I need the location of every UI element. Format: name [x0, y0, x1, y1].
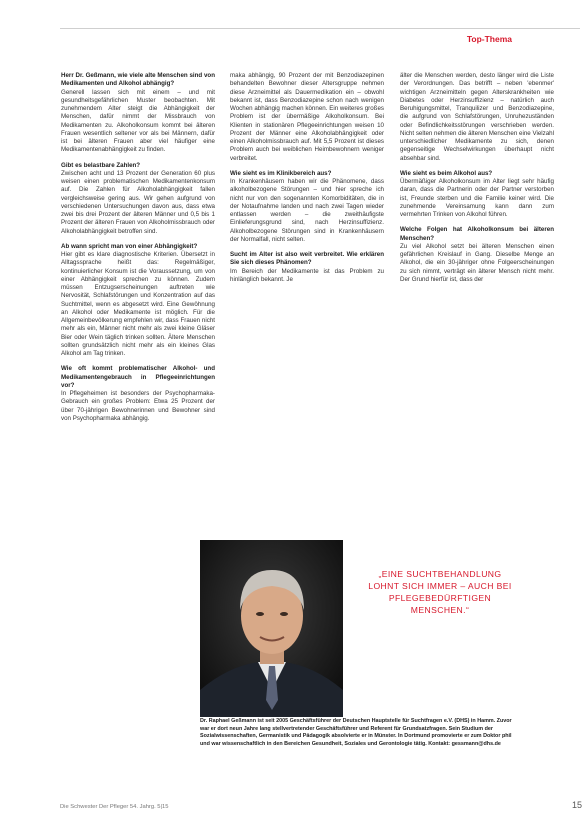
qa-block	[400, 170, 554, 220]
portrait-photo	[200, 540, 343, 717]
header-rule	[60, 28, 580, 29]
page-number: 15	[572, 800, 583, 810]
column-1	[61, 72, 215, 430]
pull-quote: „EINE SUCHTBEHANDLUNG LOHNT SICH IMMER – AUCH BEI PFLEGEBEDÜRFTIGEN MENSCHEN.“	[368, 569, 512, 615]
question: Wie sieht es beim Alkohol aus?	[400, 169, 493, 177]
answer: Generell lassen sich mit einem – und mit gesundheitsgefährlichen Muster beobachten. Mit zunehmendem Alter steigt die Abhängigkeit der Menschen, dafür nimmt der Missbrauch von Medikamenten zu. Alkoholkonsum kommt bei älteren Frauen wesentlich seltener vor als bei Männern, dafür ist bei älteren Frauen aber viel häufiger eine Medikamentenabhängigkeit zu finden.	[61, 88, 215, 154]
question: Wie oft kommt problematischer Alkohol- und Medikamentengebrauch in Pflegeeinrichtungen vor?	[61, 365, 215, 389]
qa-block	[61, 365, 215, 423]
question: Herr Dr. Geßmann, wie viele alte Menschen sind von Medikamenten und Alkohol abhängig?	[61, 72, 215, 88]
qa-block	[61, 243, 215, 359]
answer: In Pflegeheimen ist besonders der Psychopharmaka-Gebrauch ein großes Problem: Etwa 25 Prozent der über 70-jährigen Bewohnerinnen und Bewohner sind von Psychopharmaka abhängig.	[61, 390, 215, 422]
question: Wie sieht es im Klinikbereich aus?	[230, 169, 332, 177]
qa-block	[230, 72, 384, 163]
answer: maka abhängig, 90 Prozent der mit Benzodiazepinen behandelten Bewohner dieser Altersgruppe nehmen diese Arzneimittel als Dauermedikation ein – obwohl bekannt ist, dass Benzodiazepine schon nach wenigen Wochen abhängig machen können. Ein weiteres großes Problem ist der übermäßige Alkoholkonsum. Bei Klienten in stationären Pflegeeinrichtungen weisen 10 Prozent der Männer eine Alkoholabhängigkeit oder einen Alkoholmissbrauch auf. Mit 5,5 Prozent ist dieses Problem auch bei weiblichen Heimbewohnern weniger verbreitet.	[230, 72, 384, 162]
answer: älter die Menschen werden, desto länger wird die Liste der Verordnungen. Das betrifft – neben 'ebenmer' wichtigen Arzneimitteln gegen Alterskrankheiten wie Diabetes oder Herzinsuffizienz – natürlich auch Beruhigungsmittel, Tranquilizer und Benzodiazepine, die aufgrund von Schlafstörungen, Unruhezuständen oder Befindlichkeitsstörungen verschrieben werden. Nicht selten nehmen die älteren Menschen eine Vielzahl unterschiedlicher Medikamente zu sich, denen gegenseitige Wechselwirkungen überhaupt nicht absehbar sind.	[400, 72, 554, 162]
answer: Zu viel Alkohol setzt bei älteren Menschen einen gefährlichen Kreislauf in Gang. Dieselbe Menge an Alkohol, die ein 30-jähriger ohne Folgeerscheinungen zu sich nimmt, verträgt ein älterer Mensch nicht mehr. Der Grund hierfür ist, dass der	[400, 242, 554, 283]
footer-text: Die Schwester Der Pfleger 54. Jahrg. 5|15	[60, 804, 169, 810]
column-2	[230, 72, 384, 291]
photo-caption: Dr. Raphael Geßmann ist seit 2005 Geschäftsführer der Deutschen Hauptstelle für Suchtfragen e.V. (DHS) in Hamm. Zuvor war er dort neun Jahre lang stellvertretender Geschäftsführer und Referent für Grundsatzfragen. Sein Studium der Sozialwissenschaften, Germanistik und Pädagogik absolvierte er in Münster. In Dortmund promovierte er zum Doktor phil und war wissenschaftlich in den Bereichen Gesundheit, Soziales und Gerontologie tätig. Kontakt: gessmann@dhs.de	[200, 718, 512, 747]
qa-block	[400, 226, 554, 284]
question: Welche Folgen hat Alkoholkonsum bei älteren Menschen?	[400, 226, 554, 242]
answer: Im Bereich der Medikamente ist das Problem zu hinlänglich bekannt. Je	[230, 267, 384, 283]
answer: Hier gibt es klare diagnostische Kriterien. Übersetzt in Alltagssprache heißt das: Regelmäßiger, kontinuierlicher Konsum ist die Voraussetzung, um von einer Abhängigkeit sprechen zu können. Zudem müssen Entzugserscheinungen auftreten wie Nervosität, Schlafstörungen und Konzentration auf das Suchtmittel, wenn es abgesetzt wird. Eine Gewöhnung an Alkohol oder Medikamente ist möglich. Für die Allgemeinbevölkerung empfehlen wir, dass Frauen nicht mehr als ein, Männer nicht mehr als zwei kleine Gläser Bier oder Wein täglich trinken sollten. Ältere Menschen sollten grundsätzlich nicht mehr als ein kleines Glas Alkohol am Tag trinken.	[61, 251, 215, 357]
answer: In Krankenhäusern haben wir die Phänomene, dass alkoholbezogene Störungen – und hier spreche ich nicht nur von den sogenannten Komorbiditäten, die in der Notaufnahme landen und nach zwei Tagen wieder entlassen werden – die zweithäufigste Einlieferungsgrund sind, nach Herzinsuffizienz. Alkoholbezogene Störungen sind in Krankenhäusern der Normalfall, nicht selten.	[230, 178, 384, 243]
question: Ab wann spricht man von einer Abhängigkeit?	[61, 242, 198, 250]
qa-block	[230, 170, 384, 244]
column-3	[400, 72, 554, 291]
qa-block	[230, 251, 384, 284]
answer: Zwischen acht und 13 Prozent der Generation 60 plus weisen einen problematischen Medikamentenkonsum auf. Die Zahlen für Alkoholabhängigkeit fallen vergleichsweise gering aus. Wir gehen aufgrund von verschiedenen Untersuchungen davon aus, dass etwa zwei bis drei Prozent der älteren Männer und 0,5 bis 1 Prozent der älteren Frauen von Alkoholmissbrauch oder Alkoholabhängigkeit betroffen sind.	[61, 169, 215, 235]
qa-block	[61, 162, 215, 236]
qa-block	[61, 72, 215, 155]
question: Gibt es belastbare Zahlen?	[61, 161, 141, 169]
qa-block	[400, 72, 554, 163]
answer: Übermäßiger Alkoholkonsum im Alter liegt sehr häufig daran, dass die Partnerin oder der Partner verstorben ist, Freunde sterben und die Familie keiner wird. Die zunehmende Vereinsamung kann dann zum vermehrten Trinken von Alkohol führen.	[400, 178, 554, 218]
question: Sucht im Alter ist also weit verbreitet. Wie erklären Sie sich dieses Phänomen?	[230, 251, 384, 267]
section-tag: Top-Thema	[466, 34, 512, 44]
